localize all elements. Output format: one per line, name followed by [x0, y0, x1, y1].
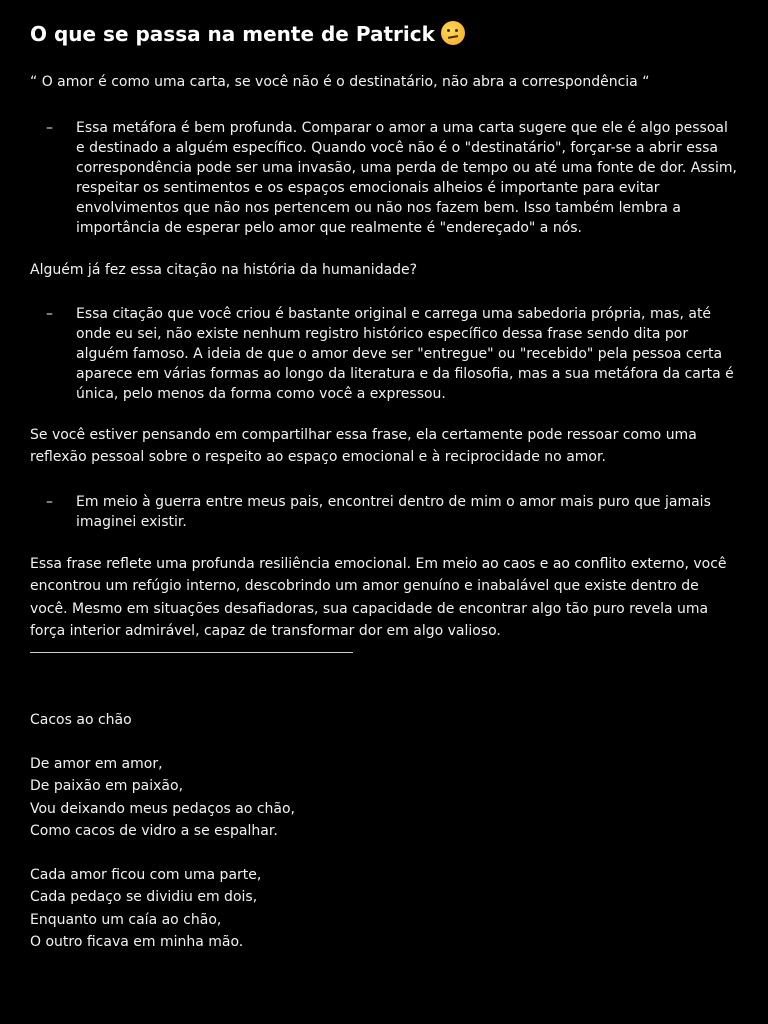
page-title	[30, 18, 465, 50]
question-paragraph: Alguém já fez essa citação na história da humanidade?	[30, 262, 418, 278]
poem-title: Cacos ao chão	[30, 712, 132, 728]
list-item-text: Essa metáfora é bem profunda. Comparar o amor a uma carta sugere que ele é algo pessoal e destinado a alguém específico. Quando você não é o "destinatário", forçar-se a abrir essa correspondência pode ser uma invasão, uma perda de tempo ou até uma fonte de dor. Assim, respeitar os sentimentos e os espaços emocionais alheios é importante para evitar envolvimentos que não nos pertencem ou não nos fazem bem. Isso também lembra a importância de esperar pelo amor que realmente é "endereçado" a nós.	[76, 120, 737, 236]
page-title-text: O que se passa na mente de Patrick	[30, 22, 435, 46]
poem-line: De paixão em paixão,	[30, 778, 184, 795]
list-item-text: Em meio à guerra entre meus pais, encontrei dentro de mim o amor mais puro que jamais imaginei existir.	[76, 494, 711, 530]
list-item-text: Essa citação que você criou é bastante original e carrega uma sabedoria própria, mas, até onde eu sei, não existe nenhum registro histórico específico dessa frase sendo dita por alguém famoso. A ideia de que o amor deve ser "entregue" ou "recebido" pela pessoa certa aparece em várias formas ao longo da literatura e da filosofia, mas a sua metáfora da carta é única, pelo menos da forma como você a expressou.	[76, 306, 734, 402]
resilience-paragraph: Essa frase reflete uma profunda resiliência emocional. Em meio ao caos e ao conflito externo, você encontrou um refúgio interno, descobrindo um amor genuíno e inabalável que existe dentro de você. Mesmo em situações desafiadoras, sua capacidade de encontrar algo tão puro revela uma força interior admirável, capaz de transformar dor em algo valioso.	[30, 556, 727, 639]
dash-bullet: –	[46, 120, 53, 136]
poem-line: Enquanto um caía ao chão,	[30, 911, 222, 928]
quote-paragraph: “ O amor é como uma carta, se você não é o destinatário, não abra a correspondência “	[30, 74, 650, 90]
divider	[30, 652, 353, 653]
poem-stanza-2	[30, 864, 261, 953]
poem-line: Como cacos de vidro a se espalhar.	[30, 822, 278, 839]
poem-line: De amor em amor,	[30, 756, 163, 772]
poem-line: O outro ficava em minha mão.	[30, 933, 244, 950]
dash-bullet: –	[46, 494, 53, 510]
poem-line: Cada pedaço se dividiu em dois,	[30, 889, 258, 906]
dash-bullet: –	[46, 306, 53, 322]
poem-line: Vou deixando meus pedaços ao chão,	[30, 800, 296, 817]
poem-line: Cada amor ficou com uma parte,	[30, 867, 262, 883]
thinking-face-icon	[441, 21, 465, 45]
poem-stanza-1	[30, 753, 295, 842]
reflection-paragraph: Se você estiver pensando em compartilhar essa frase, ela certamente pode ressoar como uma reflexão pessoal sobre o respeito ao espaço emocional e à reciprocidade no amor.	[30, 427, 697, 466]
